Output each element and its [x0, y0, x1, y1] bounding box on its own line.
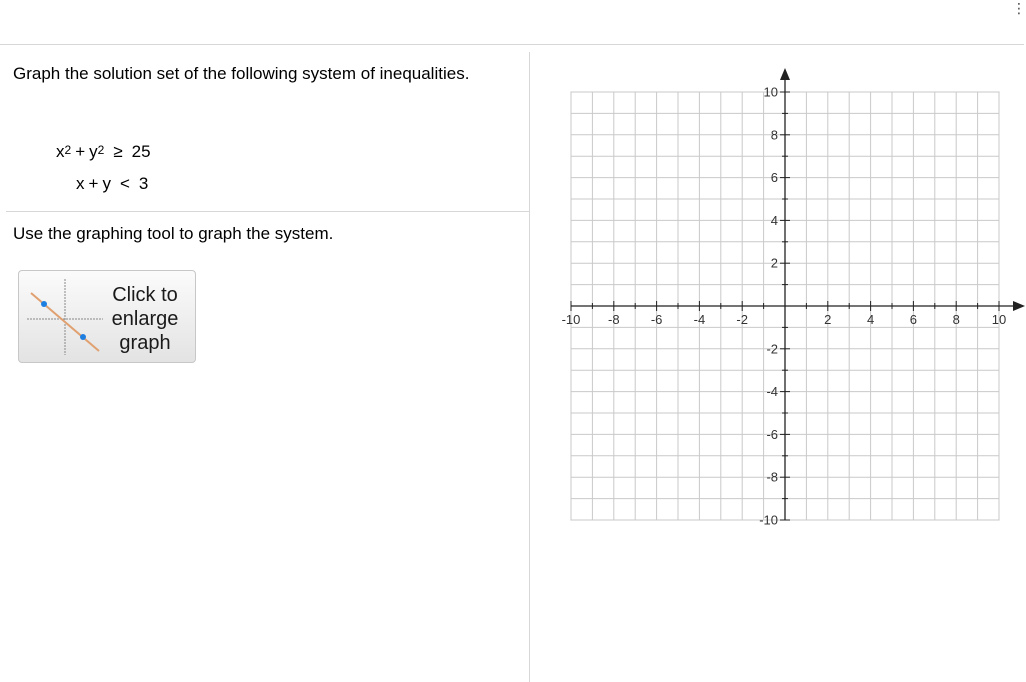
pane-divider: [529, 52, 530, 682]
question-pane: [0, 45, 529, 682]
ineq1-x-exponent: 2: [64, 143, 72, 157]
x-tick-label: 8: [952, 312, 960, 327]
graph-canvas[interactable]: [540, 60, 1024, 540]
x-tick-label: 4: [866, 312, 875, 327]
ineq1-rhs: 25: [131, 142, 151, 161]
enlarge-label-line1: Click to: [112, 284, 178, 306]
y-tick-label: 10: [763, 84, 778, 100]
ineq2-rhs: 3: [138, 174, 149, 193]
ineq1-plus: +: [75, 142, 86, 161]
x-axis-arrow-icon: [1013, 301, 1025, 311]
enlarge-label-line2: enlarge: [111, 308, 179, 330]
ineq2-plus: +: [88, 174, 99, 193]
question-prompt: Graph the solution set of the following system of inequalities.: [13, 64, 470, 83]
y-tick-label: 2: [770, 255, 778, 271]
ineq2-relation: <: [119, 174, 130, 193]
enlarge-button-label: [103, 283, 187, 355]
y-tick-label: -2: [766, 341, 778, 357]
y-tick-label: -6: [766, 426, 778, 442]
ineq1-relation: ≥: [113, 142, 123, 161]
y-tick-label: 6: [770, 170, 778, 186]
section-divider: [6, 211, 529, 212]
enlarge-graph-button[interactable]: [18, 270, 196, 363]
y-tick-label: -4: [766, 384, 778, 400]
ineq1-x: x: [56, 142, 65, 161]
ineq1-y-exponent: 2: [97, 143, 105, 157]
inequality-2: [76, 174, 148, 194]
inequality-1: [56, 142, 151, 163]
ineq1-y: y: [89, 142, 98, 161]
y-axis-arrow-icon: [780, 68, 790, 80]
y-tick-label: 8: [770, 127, 778, 143]
y-tick-label: -10: [759, 512, 778, 528]
graph-line-icon: [27, 279, 103, 355]
ineq2-y: y: [102, 174, 111, 193]
x-tick-label: 2: [824, 312, 832, 327]
ineq2-x: x: [76, 174, 85, 193]
x-tick-label: -4: [693, 312, 706, 327]
menu-dots-icon[interactable]: ⋮: [1012, 0, 1026, 16]
enlarge-label-line3: graph: [119, 332, 171, 354]
x-tick-label: -2: [736, 312, 748, 327]
x-tick-label: -6: [650, 312, 663, 327]
instruction-text: Use the graphing tool to graph the system.: [13, 224, 334, 243]
coordinate-graph[interactable]: [540, 60, 1024, 545]
y-tick-label: 4: [770, 212, 778, 228]
x-tick-label: -10: [561, 312, 581, 327]
y-tick-label: -8: [766, 469, 778, 485]
x-tick-label: -8: [608, 312, 620, 327]
x-tick-label: 6: [909, 312, 918, 327]
x-tick-label: 10: [991, 312, 1007, 327]
